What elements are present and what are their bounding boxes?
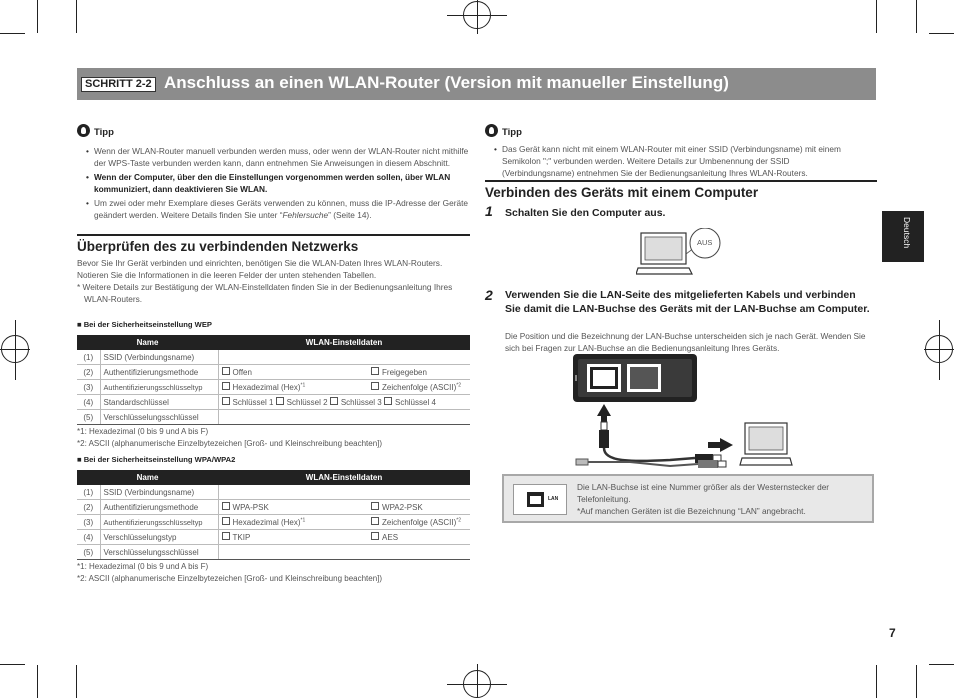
step-1 [485, 203, 666, 221]
tip-icon [77, 124, 90, 137]
section-intro: Bevor Sie Ihr Gerät verbinden und einrichten, benötigen Sie die WLAN-Daten Ihres WLAN-Routers. Notieren Sie die Informationen in die leeren Felder der unten stehenden Tabellen. [77, 258, 443, 280]
step-description: Die Position und die Bezeichnung der LAN-Buchse unterscheiden sich je nach Gerät. Wenden Sie sich bei Fragen zur LAN-Buchse an die Bedienungsanleitung Ihres Geräts. [505, 331, 866, 353]
tip-label: Tipp [502, 127, 522, 138]
lan-note-box [502, 474, 874, 523]
table-row: (1) SSID (Verbindungsname) [77, 485, 470, 500]
checkbox[interactable] [222, 382, 230, 390]
checkbox[interactable] [371, 502, 379, 510]
footnote: *1: Hexadezimal (0 bis 9 und A bis F) [77, 427, 209, 436]
column-header: WLAN-Einstelldaten [218, 470, 470, 485]
step-2 [485, 287, 870, 353]
checkbox[interactable] [371, 367, 379, 375]
lan-connection-illustration [570, 350, 805, 472]
footnote: *2: ASCII (alphanumerische Einzelbytezeichen [Groß- und Kleinschreibung beachten]) [77, 574, 383, 583]
lan-port-icon [527, 492, 544, 507]
lan-port-label: LAN [548, 496, 559, 502]
tip-bullet: • Das Gerät kann nicht mit einem WLAN-Router mit einer SSID (Verbindungsname) mit einem Semikolon ";" verbunden werden. Weitere Details zur Umbenennung der SSID (Verbindungsname) entnehmen Sie der Bedienungsanleitung Ihres WLAN-Routers. [485, 143, 860, 179]
checkbox[interactable] [222, 367, 230, 375]
table-row: (1) SSID (Verbindungsname) [77, 350, 470, 365]
checkbox[interactable] [371, 382, 379, 390]
checkbox[interactable] [222, 517, 230, 525]
column-header: Name [77, 470, 218, 485]
step-text: Verwenden Sie die LAN-Seite des mitgelieferten Kabels und verbinden Sie damit die LAN-Buchse des Geräts mit der LAN-Buchse am Computer. [505, 289, 870, 315]
check-network-section [77, 234, 470, 305]
footnote: *1: Hexadezimal (0 bis 9 und A bis F) [77, 562, 209, 571]
laptop-off-illustration [636, 228, 726, 280]
step-number: 2 [485, 287, 493, 303]
table-row: (5) Verschlüsselungsschlüssel [77, 410, 470, 425]
wep-table [77, 335, 470, 425]
tip-label: Tipp [94, 127, 114, 138]
left-tip [77, 122, 469, 223]
right-tip [485, 122, 860, 181]
lan-note-text: Die LAN-Buchse ist eine Nummer größer als der Westernstecker der Telefonleitung. *Auf manchen Geräten ist die Bezeichnung “LAN” angebracht. [577, 482, 830, 516]
banner-title: Anschluss an einen WLAN-Router (Version mit manueller Einstellung) [164, 73, 729, 92]
checkbox[interactable] [371, 517, 379, 525]
section-banner [77, 68, 876, 100]
checkbox[interactable] [276, 397, 284, 405]
footnote: *2: ASCII (alphanumerische Einzelbytezeichen [Groß- und Kleinschreibung beachten]) [77, 439, 383, 448]
tip-icon [485, 124, 498, 137]
tip-bullets [485, 143, 860, 179]
checkbox[interactable] [384, 397, 392, 405]
checkbox[interactable] [222, 397, 230, 405]
language-tab: Deutsch [882, 211, 924, 262]
section-heading: Verbinden des Geräts mit einem Computer [485, 180, 877, 200]
wpa-table [77, 470, 470, 560]
tip-bullets [77, 145, 469, 221]
wep-table-block [77, 320, 470, 450]
checkbox[interactable] [371, 532, 379, 540]
lan-port-illustration [513, 484, 567, 515]
tip-bullet: • Wenn der Computer, über den die Einstellungen vorgenommen werden sollen, über WLAN kommuniziert, dann deaktivieren Sie WLAN. [77, 171, 469, 195]
wpa-table-block [77, 455, 470, 585]
connect-section [485, 180, 877, 200]
table-row: (3) Authentifizierungsschlüsseltyp Hexadezimal (Hex)$^{*1}$ Zeichenfolge (ASCII)$^{*2}$ [77, 380, 470, 395]
checkbox[interactable] [222, 502, 230, 510]
table-row: (4) Standardschlüssel Schlüssel 1 Schlüssel 2 Schlüssel 3 Schlüssel 4 [77, 395, 470, 410]
off-label: AUS [697, 238, 713, 247]
checkbox[interactable] [330, 397, 338, 405]
checkbox[interactable] [222, 532, 230, 540]
step-text: Schalten Sie den Computer aus. [505, 207, 666, 219]
table-row: (4) Verschlüsselungstyp TKIP AES [77, 530, 470, 545]
tip-bullet: • Um zwei oder mehr Exemplare dieses Geräts verwenden zu können, muss die IP-Adresse der Geräte geändert werden. Weitere Details finden Sie unter “Fehlersuche” (Seite 14). [77, 197, 469, 221]
section-note: * Weitere Details zur Bestätigung der WLAN-Einstelldaten finden Sie in der Bedienungsanleitung Ihres WLAN-Routers. [77, 282, 453, 304]
table-row: (2) Authentifizierungsmethode WPA-PSK WPA2-PSK [77, 500, 470, 515]
table-row: (2) Authentifizierungsmethode Offen Freigegeben [77, 365, 470, 380]
table-title: ■ Bei der Sicherheitseinstellung WEP [77, 320, 212, 329]
step-number: 1 [485, 203, 493, 219]
section-heading: Überprüfen des zu verbindenden Netzwerks [77, 234, 470, 254]
tip-bullet: • Wenn der WLAN-Router manuell verbunden werden muss, oder wenn der WLAN-Router nicht mithilfe der WPS-Taste verbunden werden kann, dann entnehmen Sie Anweisungen in diesem Abschnitt. [77, 145, 469, 169]
table-row: (3) Authentifizierungsschlüsseltyp Hexadezimal (Hex)$^{*1}$ Zeichenfolge (ASCII)$^{*2}$ [77, 515, 470, 530]
table-title: ■ Bei der Sicherheitseinstellung WPA/WPA2 [77, 455, 236, 464]
page-number: 7 [889, 626, 896, 640]
table-row: (5) Verschlüsselungsschlüssel [77, 545, 470, 560]
step-badge: SCHRITT 2-2 [81, 77, 156, 92]
column-header: Name [77, 335, 218, 350]
column-header: WLAN-Einstelldaten [218, 335, 470, 350]
